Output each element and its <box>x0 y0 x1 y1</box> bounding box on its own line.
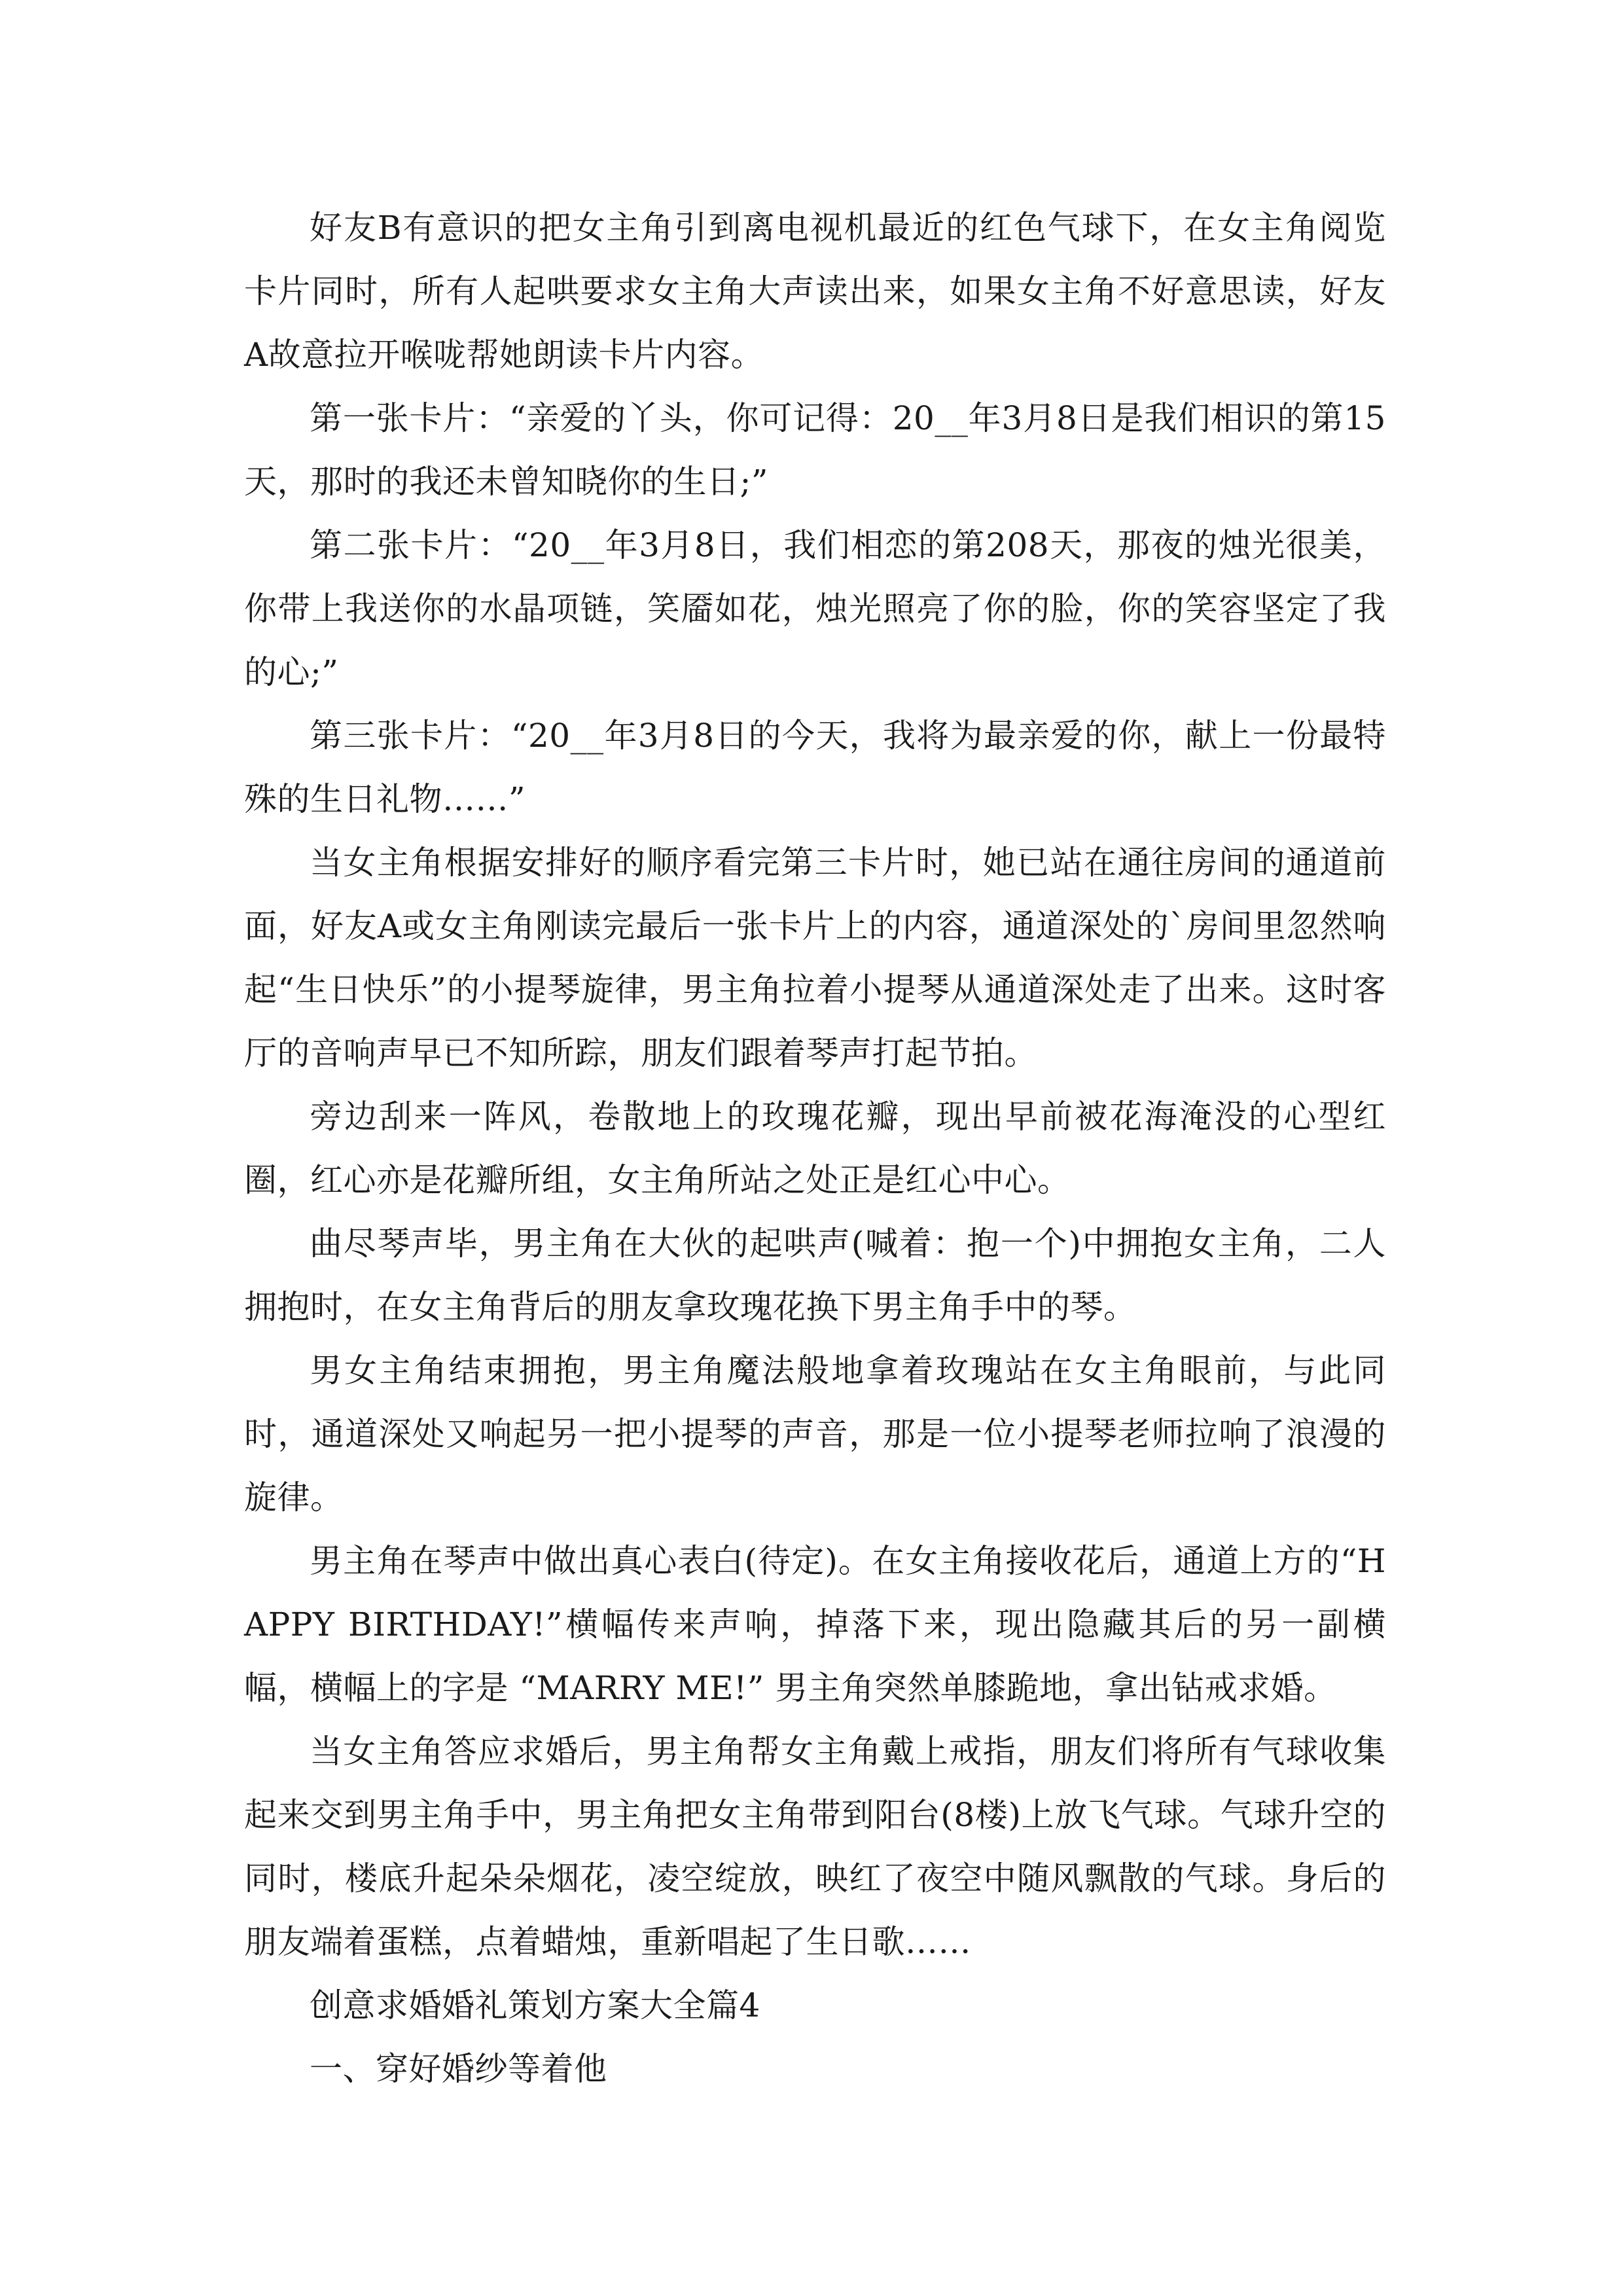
document-body <box>244 196 1386 2101</box>
paragraph-second-violin: 男女主角结束拥抱，男主角魔法般地拿着玫瑰站在女主角眼前，与此同时，通道深处又响起另一把小提琴的声音，那是一位小提琴老师拉响了浪漫的旋律。 <box>244 1352 1386 1516</box>
paragraph-balloon-card-reading: 好友B有意识的把女主角引到离电视机最近的红色气球下，在女主角阅览卡片同时，所有人起哄要求女主角大声读出来，如果女主角不好意思读，好友A故意拉开喉咙帮她朗读卡片内容。 <box>244 209 1386 374</box>
subheading-wedding-dress: 一、穿好婚纱等着他 <box>310 2050 607 2088</box>
paragraph-violin-entrance: 当女主角根据安排好的顺序看完第三卡片时，她已站在通往房间的通道前面，好友A或女主角刚读完最后一张卡片上的内容，通道深处的`房间里忽然响起“生日快乐”的小提琴旋律，男主角拉着小提琴从通道深处走了出来。这时客厅的音响声早已不知所踪，朋友们跟着琴声打起节拍。 <box>244 844 1386 1072</box>
paragraph-heart-circle: 旁边刮来一阵风，卷散地上的玫瑰花瓣，现出早前被花海淹没的心型红圈，红心亦是花瓣所组，女主角所站之处正是红心中心。 <box>244 1098 1386 1199</box>
paragraph-first-card: 第一张卡片：“亲爱的丫头，你可记得：20__年3月8日是我们相识的第15天，那时的我还未曾知晓你的生日;” <box>244 399 1386 501</box>
paragraph-embrace: 曲尽琴声毕，男主角在大伙的起哄声(喊着：抱一个)中拥抱女主角，二人拥抱时，在女主角背后的朋友拿玫瑰花换下男主角手中的琴。 <box>244 1225 1386 1326</box>
paragraph-balloons-fireworks: 当女主角答应求婚后，男主角帮女主角戴上戒指，朋友们将所有气球收集起来交到男主角手中，男主角把女主角带到阳台(8楼)上放飞气球。气球升空的同时，楼底升起朵朵烟花，凌空绽放，映红了夜空中随风飘散的气球。身后的朋友端着蛋糕，点着蜡烛，重新唱起了生日歌…… <box>244 1732 1386 1961</box>
paragraph-second-card: 第二张卡片：“20__年3月8日，我们相恋的第208天，那夜的烛光很美，你带上我送你的水晶项链，笑靥如花，烛光照亮了你的脸，你的笑容坚定了我的心;” <box>244 526 1386 691</box>
section-heading-plan-4: 创意求婚婚礼策划方案大全篇4 <box>310 1986 760 2024</box>
paragraph-third-card: 第三张卡片：“20__年3月8日的今天，我将为最亲爱的你，献上一份最特殊的生日礼物……” <box>244 717 1386 818</box>
paragraph-proposal-banner: 男主角在琴声中做出真心表白(待定)。在女主角接收花后，通道上方的“HAPPY BIRTHDAY!”横幅传来声响，掉落下来，现出隐藏其后的另一副横幅，横幅上的字是 “MARRY ME!” 男主角突然单膝跪地，拿出钻戒求婚。 <box>244 1542 1386 1707</box>
